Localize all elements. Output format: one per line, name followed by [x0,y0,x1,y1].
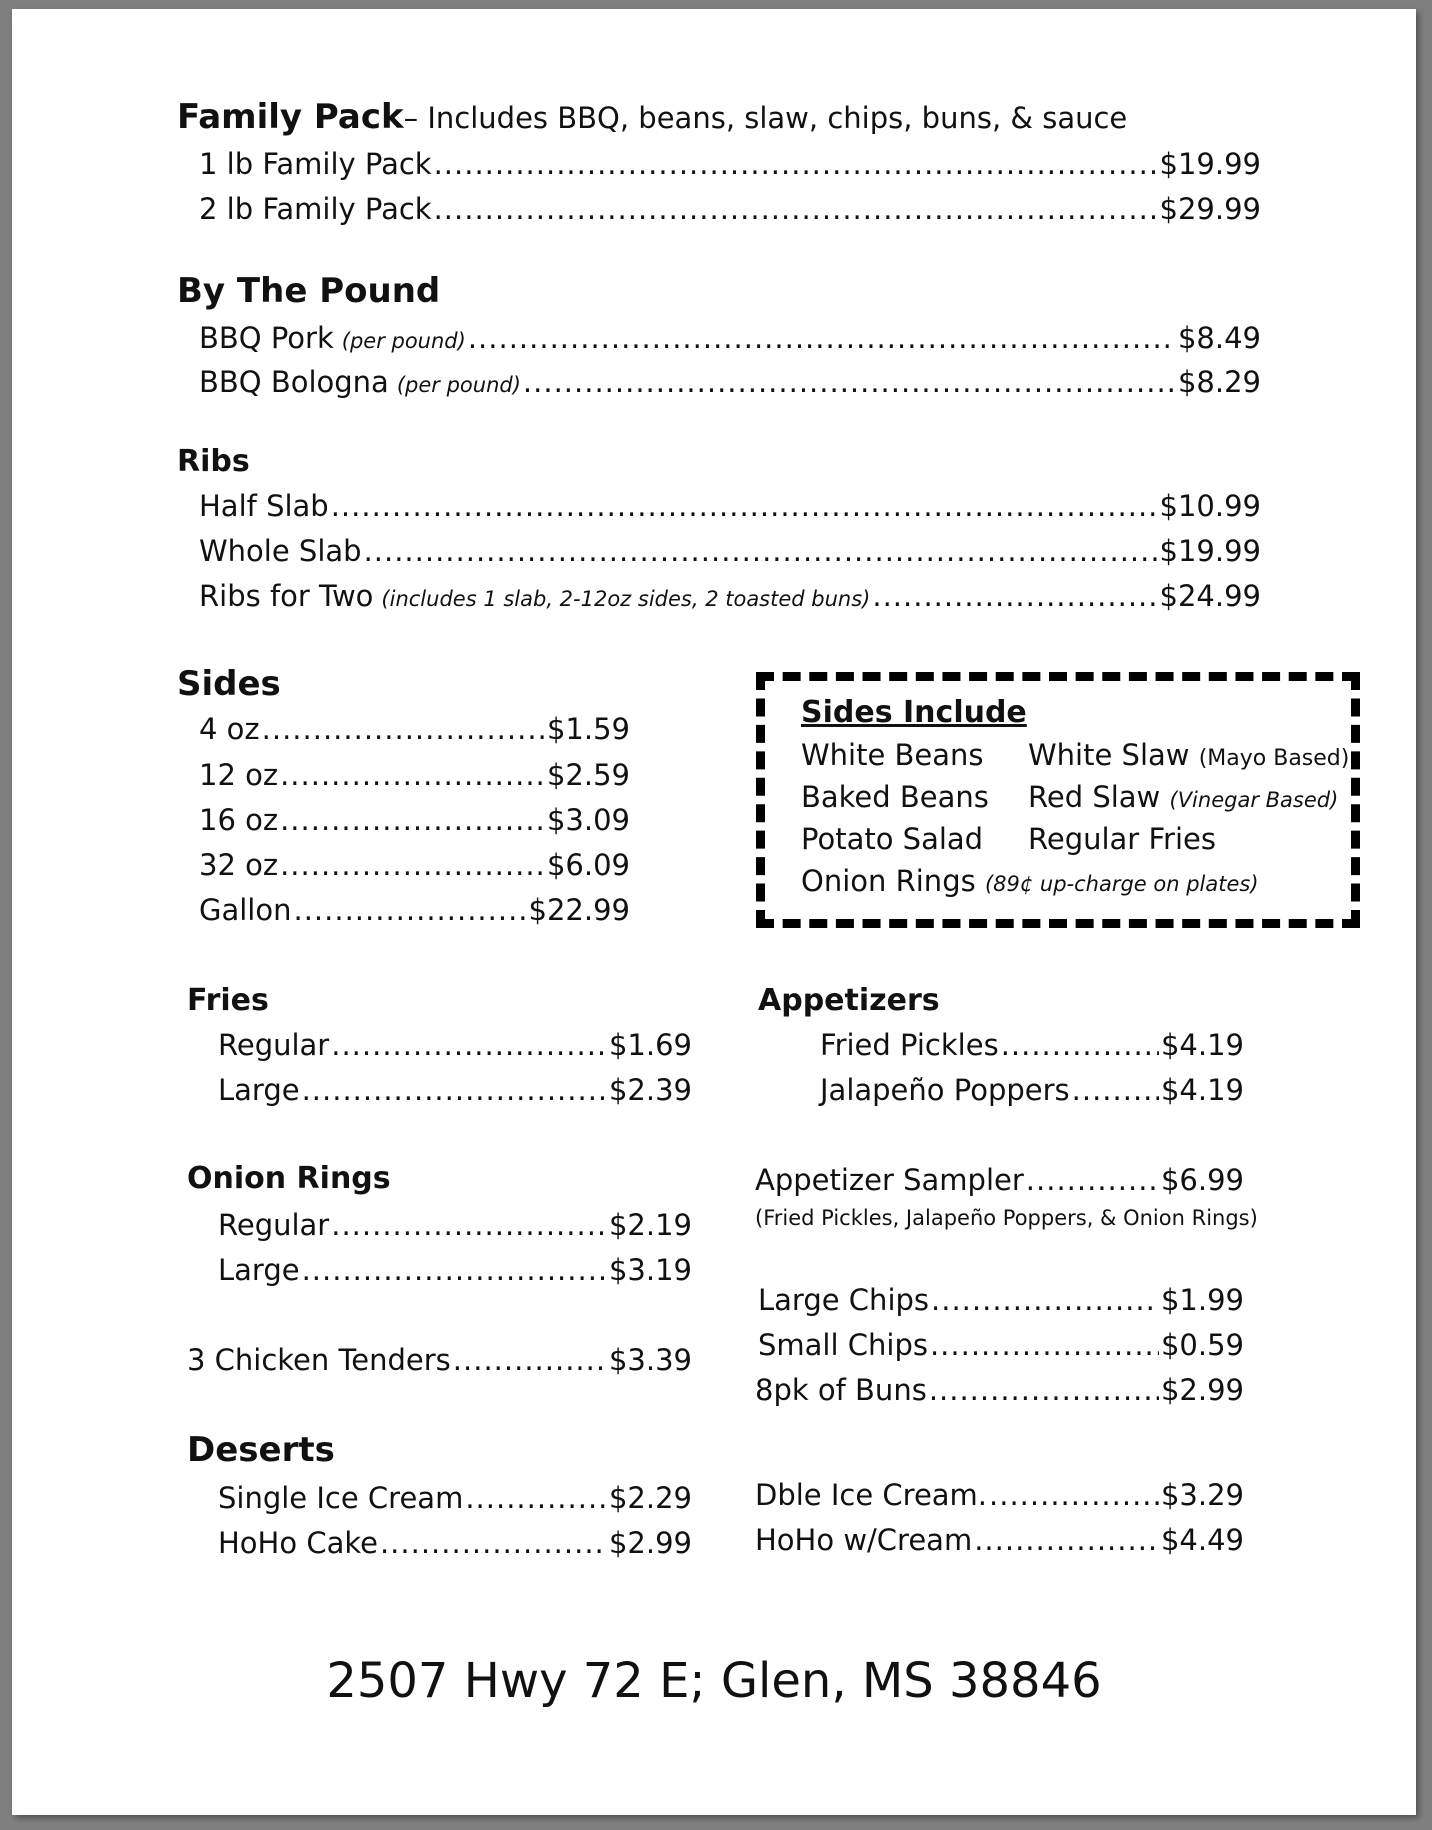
sides-heading: Sides [177,664,281,704]
menu-item [199,576,1261,619]
item-price: $19.99 [1159,534,1261,568]
item-price: $2.19 [608,1208,692,1242]
menu-item [199,800,630,840]
item-name: BBQ Bologna [199,365,389,399]
item-name: Whole Slab [199,534,362,568]
leader-dots [302,1070,607,1110]
menu-item [218,1025,692,1065]
side-option-note: (Mayo Based) [1198,746,1350,771]
item-name: 32 oz [199,848,279,882]
item-note: (per pound) [396,373,521,397]
leader-dots [364,531,1158,571]
item-price: $10.99 [1159,489,1261,523]
item-name: Gallon [199,893,292,927]
menu-item [758,1280,1244,1320]
leader-dots [468,318,1176,358]
item-name: 16 oz [199,803,279,837]
menu-item [199,531,1261,571]
side-option: Baked Beans [801,780,989,814]
menu-item [199,845,630,885]
side-option [801,861,1259,904]
leader-dots [1026,1160,1159,1200]
fries-heading: Fries [187,983,269,1018]
item-name: Dble Ice Cream. [755,1478,988,1512]
restaurant-address: 2507 Hwy 72 E; Glen, MS 38846 [326,1653,1102,1709]
menu-item [755,1370,1244,1410]
side-option-note: (Vinegar Based) [1169,788,1339,812]
item-name: 4 oz [199,712,260,746]
leader-dots [931,1280,1159,1320]
item-name: Regular [218,1028,330,1062]
leader-dots [280,845,545,885]
deserts-heading: Deserts [187,1430,335,1470]
item-name: BBQ Pork [199,321,334,355]
item-name: Jalapeño Poppers [820,1073,1070,1107]
leader-dots [434,189,1158,229]
menu-item [218,1250,692,1290]
menu-item [820,1070,1244,1110]
onion-rings-heading: Onion Rings [187,1161,391,1196]
menu-item [755,1475,1244,1515]
item-price: $6.09 [546,848,630,882]
item-price: $4.19 [1160,1073,1244,1107]
item-price: $2.39 [608,1073,692,1107]
item-name: Large [218,1253,300,1287]
menu-item [199,890,630,930]
leader-dots [262,709,545,749]
side-option-name: Red Slaw [1028,780,1161,814]
menu-item [218,1478,692,1518]
menu-item [758,1325,1244,1365]
item-note: (includes 1 slab, 2-12oz sides, 2 toasted buns) [381,587,871,611]
item-price: $3.39 [608,1343,692,1377]
leader-dots [302,1250,607,1290]
menu-item [199,486,1261,526]
item-price: $4.19 [1160,1028,1244,1062]
item-note: (per pound) [341,329,466,353]
side-option [1028,777,1338,820]
leader-dots [331,1205,607,1245]
leader-dots [331,486,1158,526]
item-name: Fried Pickles [820,1028,999,1062]
item-price: $1.99 [1160,1283,1244,1317]
item-price: $2.99 [608,1526,692,1560]
side-option: Potato Salad [801,822,984,856]
menu-item [199,318,1261,361]
appetizers-heading: Appetizers [758,983,940,1018]
leader-dots [1001,1025,1159,1065]
item-name: 12 oz [199,758,279,792]
item-price: $29.99 [1159,192,1261,226]
item-name: Regular [218,1208,330,1242]
leader-dots [989,1475,1159,1515]
item-price: $3.29 [1160,1478,1244,1512]
menu-item [199,709,630,749]
menu-item [218,1523,692,1563]
leader-dots [331,1025,607,1065]
leader-dots [523,362,1176,402]
family-pack-heading [177,97,1127,138]
family-pack-title: Family Pack [177,97,404,137]
menu-page [12,9,1416,1815]
item-name: Single Ice Cream [218,1481,464,1515]
side-option-note: (89¢ up-charge on plates) [984,872,1259,896]
item-price: $3.09 [546,803,630,837]
leader-dots [434,144,1158,184]
item-price: $8.29 [1177,365,1261,399]
leader-dots [974,1520,1159,1560]
side-option: Regular Fries [1028,822,1216,856]
item-name: Large [218,1073,300,1107]
sampler-note: (Fried Pickles, Jalapeño Poppers, & Onion Rings) [755,1206,1258,1230]
side-option-name: White Slaw [1028,738,1190,772]
menu-item [199,362,1261,405]
item-price: $2.99 [1160,1373,1244,1407]
item-name: 3 Chicken Tenders [187,1343,451,1377]
menu-item [199,144,1261,184]
leader-dots [930,1325,1159,1365]
menu-item [755,1520,1244,1560]
item-price: $1.59 [546,712,630,746]
sides-include-box [756,672,1360,928]
leader-dots [453,1340,607,1380]
item-name: Appetizer Sampler [755,1163,1024,1197]
leader-dots [1072,1070,1159,1110]
family-pack-description: – Includes BBQ, beans, slaw, chips, buns, & sauce [403,101,1128,135]
side-option-name: Onion Rings [801,864,976,898]
item-price: $19.99 [1159,147,1261,181]
item-price: $6.99 [1160,1163,1244,1197]
item-name: Half Slab [199,489,329,523]
side-option: White Beans [801,738,984,772]
item-name: 1 lb Family Pack [199,147,432,181]
ribs-heading: Ribs [177,444,250,479]
item-price: $0.59 [1160,1328,1244,1362]
item-price: $8.49 [1177,321,1261,355]
menu-item [187,1340,692,1380]
menu-item [218,1070,692,1110]
menu-item [218,1205,692,1245]
item-price: $3.19 [608,1253,692,1287]
item-name: Small Chips [758,1328,928,1362]
item-price: $4.49 [1160,1523,1244,1557]
leader-dots [380,1523,607,1563]
item-name: 2 lb Family Pack [199,192,432,226]
item-name: 8pk of Buns [755,1373,927,1407]
by-the-pound-heading: By The Pound [177,271,441,311]
leader-dots [465,1478,607,1518]
menu-item [199,189,1261,229]
item-price: $2.29 [608,1481,692,1515]
leader-dots [293,890,526,930]
item-price: $22.99 [528,893,630,927]
item-price: $1.69 [608,1028,692,1062]
item-name: Large Chips [758,1283,930,1317]
leader-dots [280,755,545,795]
item-price: $2.59 [546,758,630,792]
menu-item [820,1025,1244,1065]
item-price: $24.99 [1159,579,1261,613]
leader-dots [929,1370,1159,1410]
item-name: Ribs for Two [199,579,374,613]
leader-dots [280,800,545,840]
menu-item [755,1160,1244,1200]
item-name: HoHo w/Cream [755,1523,973,1557]
item-name: HoHo Cake [218,1526,378,1560]
menu-item [199,755,630,795]
side-option [1028,735,1349,779]
sides-include-title: Sides Include [801,695,1027,730]
leader-dots [872,576,1157,616]
